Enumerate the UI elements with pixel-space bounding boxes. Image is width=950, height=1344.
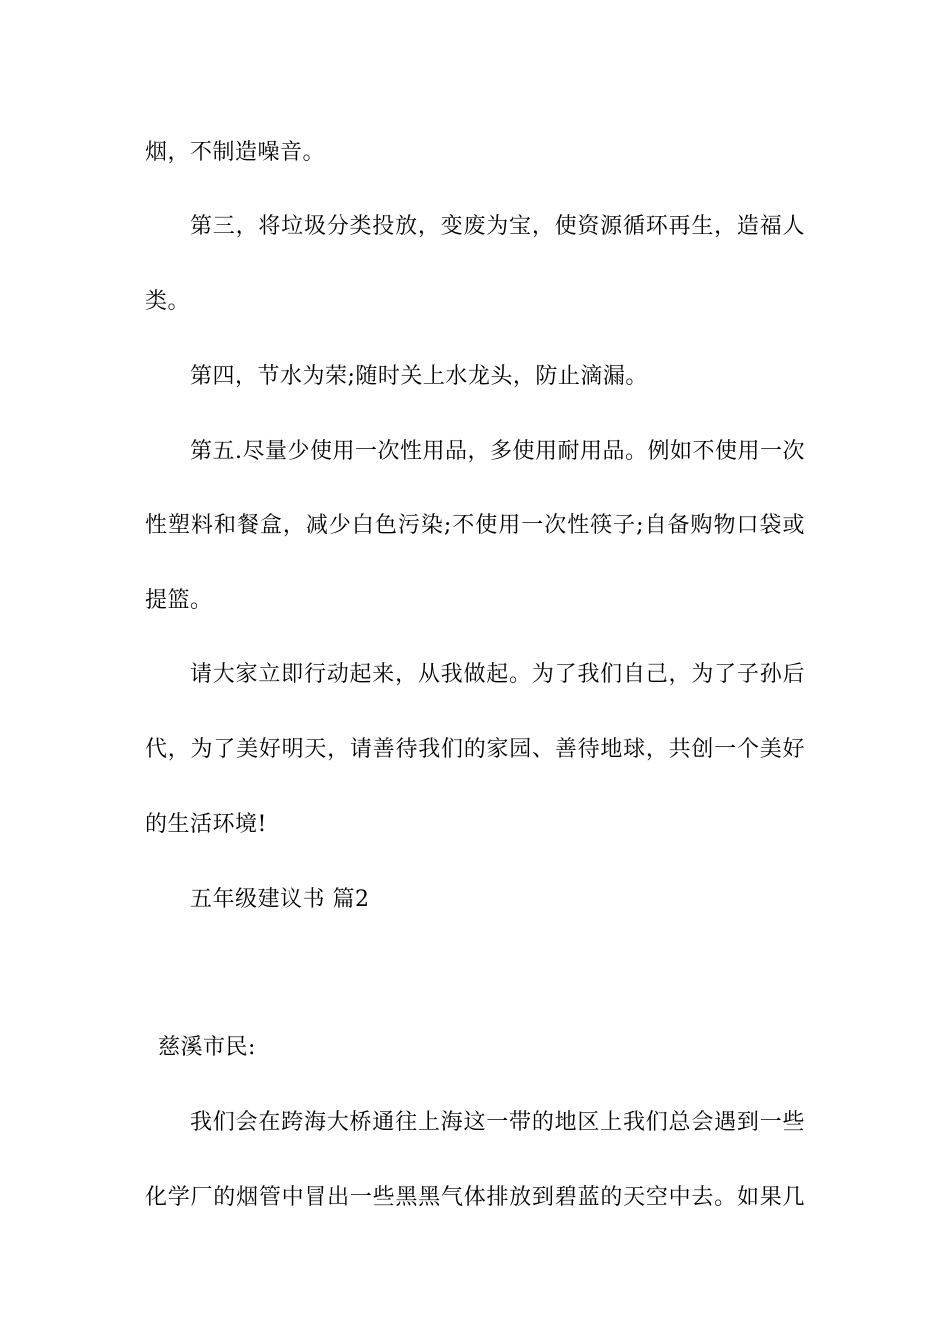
paragraph-line: 我们会在跨海大桥通往上海这一带的地区上我们总会遇到一些 — [190, 1110, 805, 1135]
paragraph-line: 第四，节水为荣;随时关上水龙头，防止滴漏。 — [190, 364, 648, 389]
paragraph-line: 类。 — [145, 289, 191, 314]
paragraph-line: 性塑料和餐盒，减少白色污染;不使用一次性筷子;自备购物口袋或 — [145, 513, 805, 538]
paragraph-line: 化学厂的烟管中冒出一些黑黑气体排放到碧蓝的天空中去。如果几 — [145, 1185, 805, 1210]
paragraph-line: 第三，将垃圾分类投放，变废为宝，使资源循环再生，造福人 — [190, 214, 805, 239]
paragraph-line: 提篮。 — [145, 588, 213, 613]
section-heading: 五年级建议书 篇2 — [190, 887, 370, 912]
salutation: 慈溪市民: — [158, 1035, 256, 1060]
paragraph-line: 代，为了美好明天，请善待我们的家园、善待地球，共创一个美好 — [145, 737, 805, 762]
paragraph-line: 第五.尽量少使用一次性用品，多使用耐用品。例如不使用一次 — [190, 439, 805, 464]
paragraph-line: 的生活环境! — [145, 812, 267, 837]
paragraph-line: 请大家立即行动起来，从我做起。为了我们自己，为了子孙后 — [190, 662, 805, 687]
paragraph-line: 烟，不制造噪音。 — [145, 140, 326, 165]
